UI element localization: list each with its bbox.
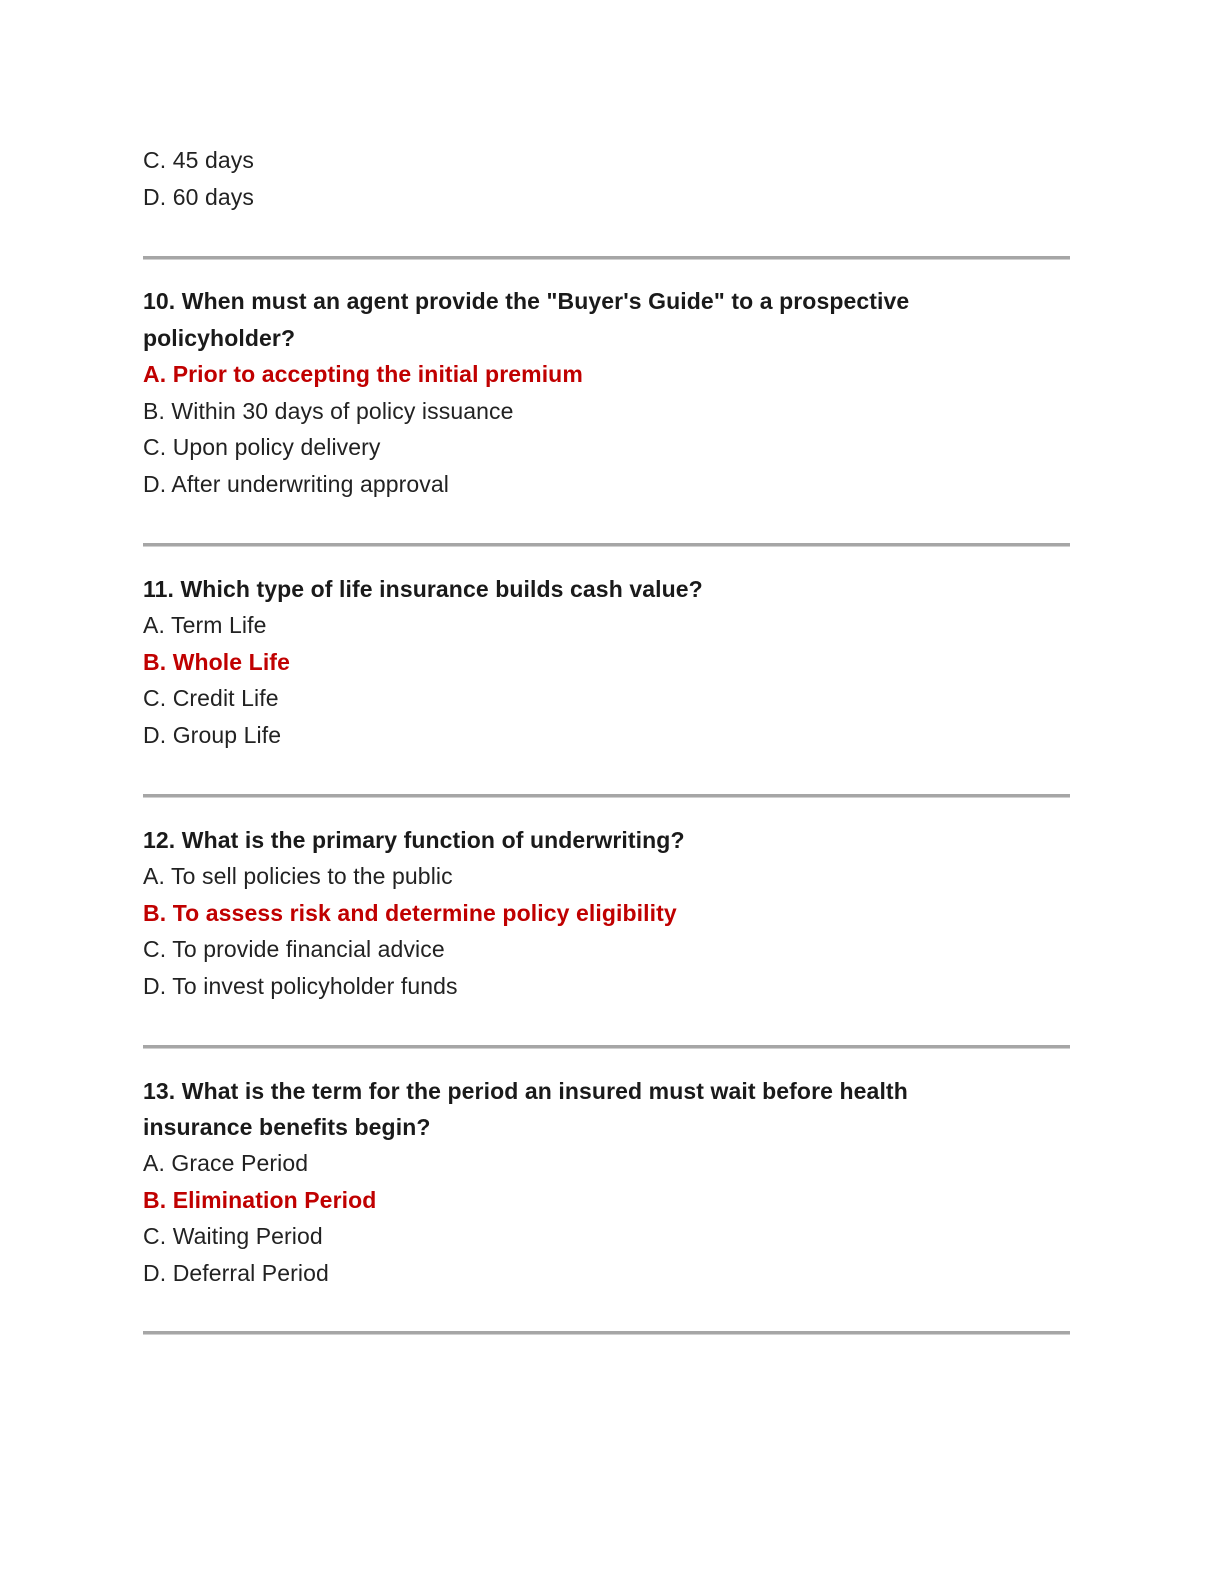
option-c: C. 45 days — [143, 147, 254, 173]
question-13-option-d: D. Deferral Period — [143, 1260, 329, 1286]
question-10-text: 10. When must an agent provide the "Buyer's Guide" to a prospective — [143, 288, 910, 314]
question-10-option-c: C. Upon policy delivery — [143, 434, 381, 460]
question-11-option-d: D. Group Life — [143, 722, 282, 748]
question-11-option-a: A. Term Life — [143, 612, 267, 638]
question-10-option-d: D. After underwriting approval — [143, 471, 449, 497]
question-13-text-cont: insurance benefits begin? — [143, 1114, 431, 1140]
divider — [143, 794, 1070, 798]
question-11-option-c: C. Credit Life — [143, 685, 279, 711]
question-10-option-b: B. Within 30 days of policy issuance — [143, 398, 514, 424]
question-12-option-a: A. To sell policies to the public — [143, 863, 453, 889]
question-13-option-b-correct: B. Elimination Period — [143, 1187, 377, 1213]
question-13-option-c: C. Waiting Period — [143, 1223, 323, 1249]
option-d: D. 60 days — [143, 184, 254, 210]
divider — [143, 256, 1070, 260]
question-10-text-cont: policyholder? — [143, 325, 296, 351]
question-11-option-b-correct: B. Whole Life — [143, 649, 290, 675]
question-13-option-a: A. Grace Period — [143, 1150, 309, 1176]
question-12-text: 12. What is the primary function of underwriting? — [143, 827, 685, 853]
divider — [143, 1331, 1070, 1335]
divider — [143, 1045, 1070, 1049]
divider — [143, 543, 1070, 547]
question-13-text: 13. What is the term for the period an insured must wait before health — [143, 1078, 908, 1104]
question-12-option-b-correct: B. To assess risk and determine policy eligibility — [143, 900, 677, 926]
question-12-option-c: C. To provide financial advice — [143, 936, 445, 962]
question-10-option-a-correct: A. Prior to accepting the initial premium — [143, 361, 583, 387]
question-12-option-d: D. To invest policyholder funds — [143, 973, 458, 999]
question-11-text: 11. Which type of life insurance builds cash value? — [143, 576, 703, 602]
